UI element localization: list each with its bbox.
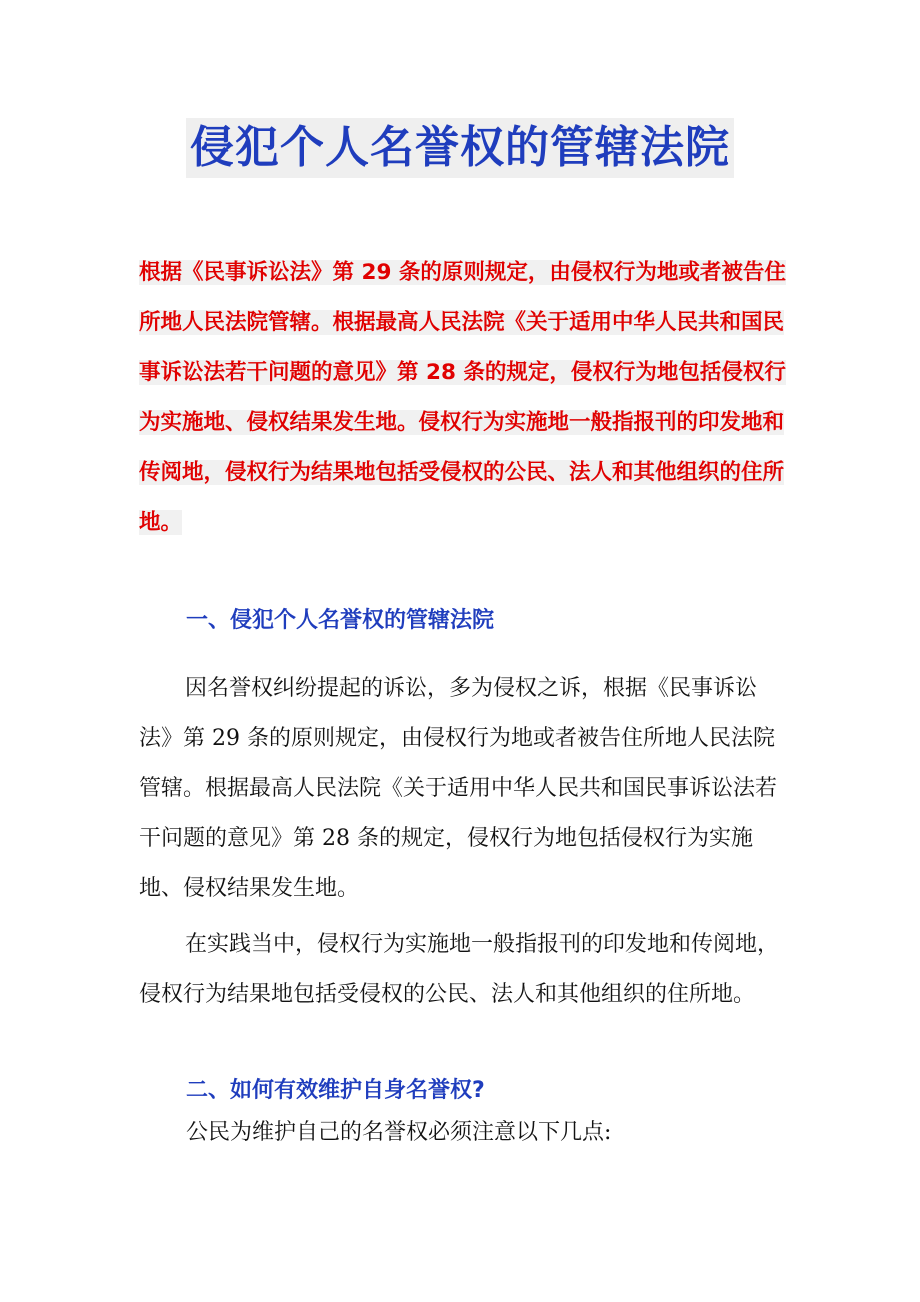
- section1-paragraph-2: 在实践当中，侵权行为实施地一般指报刊的印发地和传阅地，侵权行为结果地包括受侵权的公民、法人和其他组织的住所地。: [139, 932, 780, 1007]
- intro-paragraph: [139, 248, 787, 548]
- section-heading-2: 二、如何有效维护自身名誉权?: [186, 1078, 485, 1103]
- section-heading-1: 一、侵犯个人名誉权的管辖法院: [186, 608, 495, 633]
- section2-paragraph-1: 公民为维护自己的名誉权必须注意以下几点:: [186, 1120, 612, 1145]
- section1-paragraph-1: 因名誉权纠纷提起的诉讼，多为侵权之诉，根据《民事诉讼法》第 29 条的原则规定，由侵权行为地或者被告住所地人民法院管辖。根据最高人民法院《关于适用中华人民共和国民事诉讼法若干问题的意见》第 28 条的规定，侵权行为地包括侵权行为实施地、侵权结果发生地。: [139, 676, 778, 901]
- document-title: 侵犯个人名誉权的管辖法院: [186, 118, 734, 178]
- title-container: [0, 118, 920, 178]
- intro-text: 根据《民事诉讼法》第 29 条的原则规定，由侵权行为地或者被告住所地人民法院管辖。根据最高人民法院《关于适用中华人民共和国民事诉讼法若干问题的意见》第 28 条的规定，侵权行为地包括侵权行为实施地、侵权结果发生地。侵权行为实施地一般指报刊的印发地和传阅地，侵权行为结果地包括受侵权的公民、法人和其他组织的住所地。: [139, 260, 786, 535]
